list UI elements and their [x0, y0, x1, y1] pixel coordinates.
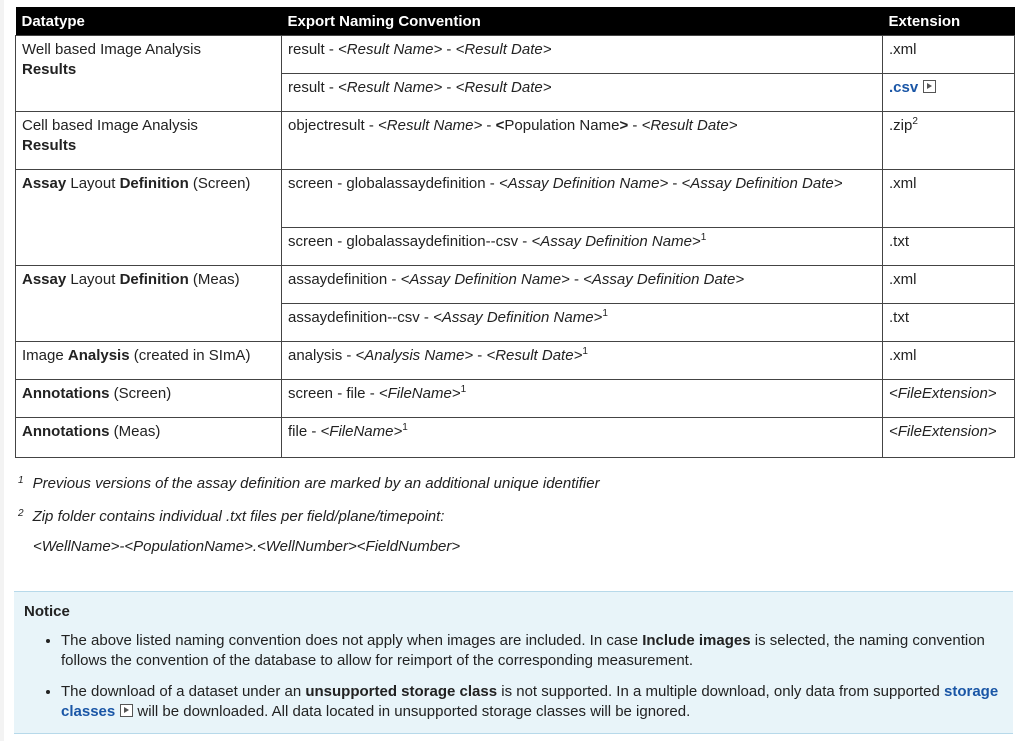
convention-cell	[282, 304, 883, 342]
convention-cell	[282, 266, 883, 304]
placeholder: <Assay Definition Date>	[583, 271, 745, 288]
datatype-text: (created in SImA)	[129, 347, 251, 364]
datatype-text: Layout	[66, 271, 120, 288]
datatype-text: (Screen)	[188, 175, 251, 192]
convention-prefix: screen - file -	[288, 385, 379, 402]
header-datatype: Datatype	[16, 7, 282, 36]
convention-prefix: result -	[288, 41, 339, 58]
convention-prefix: objectresult -	[288, 117, 379, 134]
datatype-cell	[16, 418, 282, 458]
datatype-text: Cell based Image Analysis	[22, 117, 198, 134]
convention-cell	[282, 36, 883, 74]
list-item	[61, 681, 1011, 722]
placeholder: <Result Name>	[378, 117, 483, 134]
convention-prefix: assaydefinition--csv -	[288, 309, 434, 326]
separator: -	[442, 41, 456, 58]
convention-prefix: screen - globalassaydefinition -	[288, 175, 499, 192]
placeholder: <FileName>	[320, 423, 403, 440]
notice-text: will be downloaded. All data located in unsupported storage classes will be ignored.	[133, 703, 691, 720]
notice-text: is selected, the naming convention follows the convention of the database to allow for reimport of the corresponding measurement.	[61, 632, 985, 669]
notice-list	[24, 630, 1011, 732]
table-row	[16, 266, 1015, 304]
datatype-cell	[16, 342, 282, 380]
datatype-bold: Annotations	[22, 385, 110, 402]
datatype-text: (Meas)	[109, 423, 161, 440]
convention-cell	[282, 170, 883, 228]
table-row	[16, 112, 1015, 170]
placeholder: <Result Date>	[641, 117, 738, 134]
naming-convention-table	[15, 7, 1015, 458]
csv-link[interactable]: .csv	[889, 79, 919, 96]
placeholder: <Assay Definition Name>	[531, 233, 701, 250]
footnote-ref: 2	[912, 116, 918, 127]
footnote-2	[18, 508, 444, 525]
separator: -	[473, 347, 487, 364]
extension-cell: <FileExtension>	[883, 418, 1015, 458]
footnote-ref: 1	[402, 422, 408, 433]
convention-prefix: file -	[288, 423, 321, 440]
table-header-row	[16, 7, 1015, 36]
convention-prefix: result -	[288, 79, 339, 96]
notice-title: Notice	[24, 603, 70, 620]
separator: -	[482, 117, 496, 134]
placeholder: <Result Date>	[455, 41, 552, 58]
placeholder: <Result Name>	[338, 79, 443, 96]
placeholder: <Result Name>	[338, 41, 443, 58]
datatype-cell	[16, 170, 282, 266]
table-row	[16, 170, 1015, 228]
bracket: <	[495, 117, 505, 134]
footnote-ref: 1	[602, 308, 608, 319]
extension-cell	[883, 112, 1015, 170]
storage-classes-link[interactable]: storage classes	[61, 683, 999, 720]
notice-text: The download of a dataset under an	[61, 683, 306, 700]
left-edge-strip	[0, 0, 4, 741]
footnote-1	[18, 475, 600, 492]
convention-cell	[282, 228, 883, 266]
placeholder: <Result Date>	[486, 347, 583, 364]
datatype-bold: Annotations	[22, 423, 110, 440]
datatype-bold: Definition	[119, 271, 189, 288]
footnote-text: Previous versions of the assay definition are marked by an additional unique identifier	[32, 475, 600, 492]
placeholder: <Analysis Name>	[355, 347, 474, 364]
convention-cell	[282, 418, 883, 458]
separator: -	[668, 175, 682, 192]
datatype-text: Well based Image Analysis	[22, 41, 201, 58]
table-row	[16, 418, 1015, 458]
separator: -	[442, 79, 456, 96]
separator: -	[569, 271, 584, 288]
notice-text: is not supported. In a multiple download, only data from supported	[497, 683, 944, 700]
extension-cell: .xml	[883, 36, 1015, 74]
separator: -	[628, 117, 642, 134]
placeholder: <Result Date>	[455, 79, 552, 96]
datatype-bold: Assay	[22, 175, 67, 192]
datatype-bold: Definition	[119, 175, 189, 192]
convention-prefix: assaydefinition -	[288, 271, 401, 288]
footnote-ref: 1	[700, 232, 707, 243]
header-naming-convention: Export Naming Convention	[282, 7, 883, 36]
convention-prefix: analysis -	[288, 347, 356, 364]
footnote-mark: 2	[18, 508, 24, 519]
convention-cell	[282, 380, 883, 418]
datatype-text: (Meas)	[188, 271, 240, 288]
notice-bold: unsupported storage class	[305, 683, 498, 700]
list-item	[61, 630, 1011, 671]
footnote-ref: 1	[582, 346, 588, 357]
external-link-icon[interactable]	[923, 80, 936, 93]
convention-cell	[282, 342, 883, 380]
datatype-bold: Results	[22, 137, 77, 154]
extension-cell: .xml	[883, 170, 1015, 228]
convention-cell	[282, 74, 883, 112]
extension-cell: .xml	[883, 266, 1015, 304]
table-row	[16, 380, 1015, 418]
table-row	[16, 342, 1015, 380]
footnote-2-line2: <WellName>-<PopulationName>.<WellNumber><FieldNumber>	[33, 538, 461, 555]
population-placeholder: Population Name	[504, 117, 620, 134]
bracket: >	[619, 117, 629, 134]
extension-text: .zip	[889, 117, 913, 134]
datatype-bold: Results	[22, 61, 77, 78]
datatype-text: (Screen)	[109, 385, 172, 402]
notice-text: The above listed naming convention does not apply when images are included. In case	[61, 632, 643, 649]
extension-cell: .txt	[883, 304, 1015, 342]
header-extension: Extension	[883, 7, 1015, 36]
convention-cell	[282, 112, 883, 170]
extension-cell: .xml	[883, 342, 1015, 380]
datatype-cell	[16, 266, 282, 342]
extension-cell: .txt	[883, 228, 1015, 266]
extension-cell: <FileExtension>	[883, 380, 1015, 418]
placeholder: <Assay Definition Name>	[498, 175, 669, 192]
table-row	[16, 36, 1015, 74]
datatype-cell	[16, 112, 282, 170]
placeholder: <Assay Definition Name>	[433, 309, 603, 326]
notice-bold: Include images	[642, 632, 751, 649]
datatype-cell	[16, 380, 282, 418]
placeholder: <Assay Definition Name>	[400, 271, 570, 288]
datatype-bold: Assay	[22, 271, 67, 288]
external-link-icon[interactable]	[120, 704, 133, 717]
placeholder: <FileName>	[378, 385, 461, 402]
datatype-text: Image	[22, 347, 68, 364]
extension-cell	[883, 74, 1015, 112]
datatype-bold: Analysis	[67, 347, 130, 364]
datatype-cell	[16, 36, 282, 112]
footnote-ref: 1	[460, 384, 467, 395]
placeholder: <Assay Definition Date>	[681, 175, 843, 192]
footnote-text: Zip folder contains individual .txt files per field/plane/timepoint:	[32, 508, 445, 525]
datatype-text: Layout	[66, 175, 120, 192]
notice-box	[14, 591, 1013, 734]
convention-prefix: screen - globalassaydefinition--csv -	[288, 233, 532, 250]
footnote-mark: 1	[18, 475, 24, 486]
